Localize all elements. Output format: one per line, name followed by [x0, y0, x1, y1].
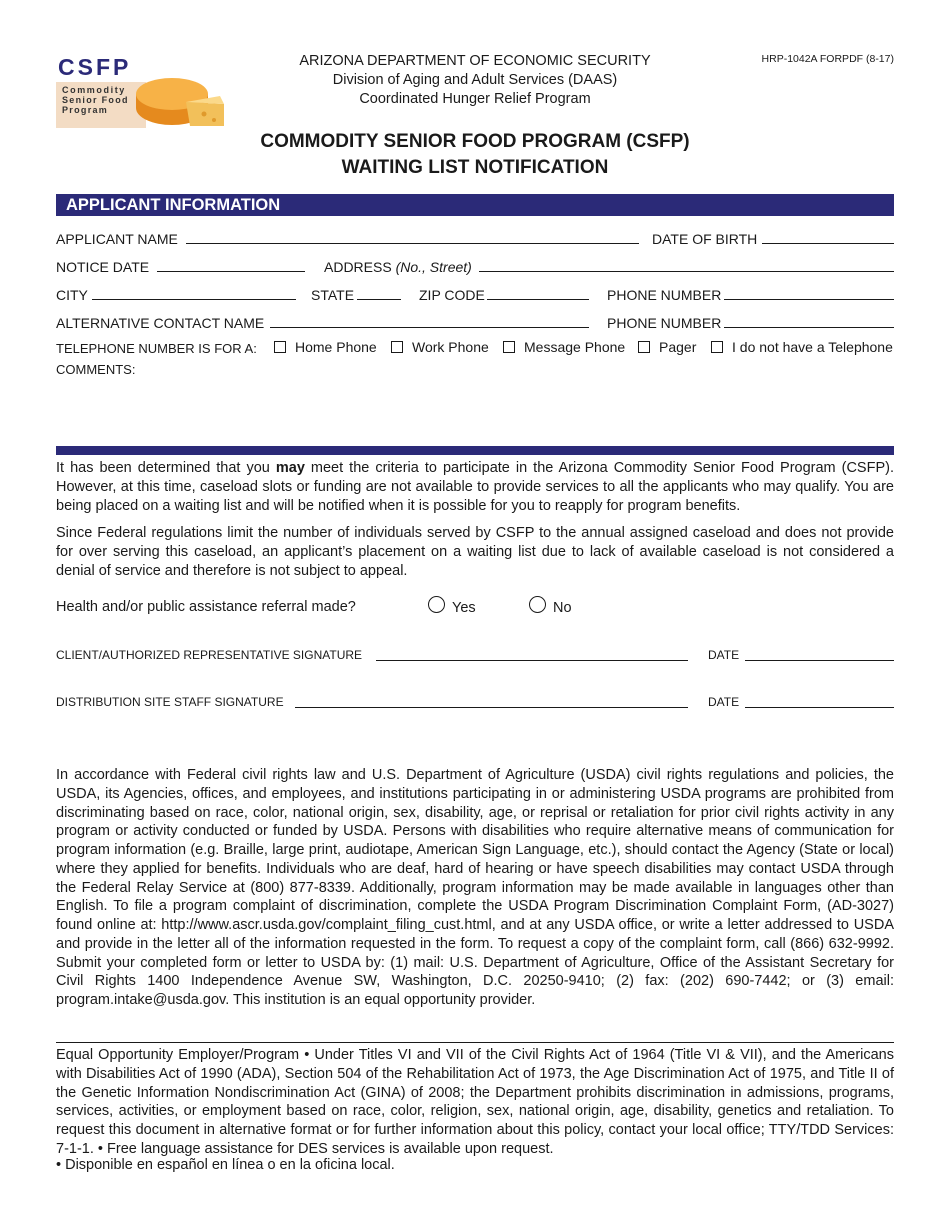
- date-of-birth-field[interactable]: [762, 243, 894, 244]
- alternative-contact-label: ALTERNATIVE CONTACT NAME: [56, 315, 265, 331]
- city-field[interactable]: [92, 299, 296, 300]
- footer-eeo-text: Equal Opportunity Employer/Program • Under Titles VI and VII of the Civil Rights Act of 1964 (Title VI & VII), and the Americans with Disabilities Act of 1990 (ADA), Section 504 of the Rehabilitation Act of 1973, the Age Discrimination Act of 1975, and Title II of the Genetic Information Nondiscrimination Act (GINA) of 2008; the Department prohibits discrimination in admissions, programs, services, activities, or employment based on race, color, religion, sex, national origin, age, disability, genetics and retaliation. To request this document in alternative format or for further information about this policy, contact your local office; TTY/TDD Services: 7-1-1. • Free language assistance for DES services is available upon request.: [56, 1047, 894, 1157]
- notice-date-field[interactable]: [157, 271, 305, 272]
- program-name: Coordinated Hunger Relief Program: [359, 91, 591, 107]
- client-signature-label: CLIENT/AUTHORIZED REPRESENTATIVE SIGNATURE: [56, 648, 363, 662]
- work-phone-checkbox[interactable]: [391, 341, 403, 353]
- applicant-name-field[interactable]: [186, 243, 639, 244]
- form-title-line-2: WAITING LIST NOTIFICATION: [341, 157, 609, 178]
- form-title-line-1: COMMODITY SENIOR FOOD PROGRAM (CSFP): [260, 131, 690, 152]
- client-signature-field[interactable]: [376, 660, 688, 661]
- staff-date-label: DATE: [708, 695, 740, 709]
- eligibility-text-end: meet the criteria to participate in the Arizona Commodity Senior Food Program (CSFP). However, at this time, caseload slots or funding are not available to provide services to all the applicants who may qualify. You are being placed on a waiting list and will be notified when it is possible for you to reapply for program benefits.: [56, 460, 894, 514]
- phone-option-none[interactable]: [711, 339, 893, 355]
- state-label: STATE: [311, 287, 355, 303]
- eligibility-text-start: It has been determined that you: [56, 460, 276, 476]
- section-header-title: APPLICANT INFORMATION: [66, 196, 281, 214]
- address-field[interactable]: [479, 271, 894, 272]
- referral-yes-radio[interactable]: [428, 596, 445, 613]
- message-phone-checkbox[interactable]: [503, 341, 515, 353]
- address-label: [324, 259, 472, 275]
- client-date-field[interactable]: [745, 660, 894, 661]
- no-telephone-label: I do not have a Telephone: [732, 339, 893, 355]
- agency-name: ARIZONA DEPARTMENT OF ECONOMIC SECURITY: [299, 53, 651, 69]
- eligibility-paragraph: [56, 459, 894, 515]
- referral-no-option[interactable]: [529, 596, 572, 616]
- zip-code-label: ZIP CODE: [419, 287, 485, 303]
- pager-checkbox[interactable]: [638, 341, 650, 353]
- phone-option-pager[interactable]: [638, 339, 696, 355]
- form-number: HRP-1042A FORPDF (8-17): [761, 53, 894, 65]
- phone-number-label: PHONE NUMBER: [607, 287, 722, 303]
- staff-signature-field[interactable]: [295, 707, 688, 708]
- footer-divider: [56, 1042, 894, 1043]
- pager-label: Pager: [659, 339, 697, 355]
- regulation-paragraph: Since Federal regulations limit the number of individuals served by CSFP to the annual assigned caseload and does not provide for over serving this caseload, an applicant’s placement on a waiting list due to lack of available caseload is not considered a denial of service and therefore is not subject to appeal.: [56, 525, 894, 579]
- message-phone-label: Message Phone: [524, 339, 626, 355]
- phone-option-home[interactable]: [274, 339, 377, 355]
- logo-line-2: Senior Food: [62, 95, 129, 105]
- staff-signature-label: DISTRIBUTION SITE STAFF SIGNATURE: [56, 695, 284, 709]
- address-hint: (No., Street): [395, 259, 472, 275]
- alternative-contact-field[interactable]: [270, 327, 589, 328]
- date-of-birth-label: DATE OF BIRTH: [652, 231, 758, 247]
- section-header-bar: [56, 194, 894, 216]
- logo-line-1: Commodity: [62, 85, 126, 95]
- referral-no-radio[interactable]: [529, 596, 546, 613]
- referral-yes-option[interactable]: [428, 596, 476, 616]
- comments-area[interactable]: [56, 380, 894, 440]
- work-phone-label: Work Phone: [412, 339, 489, 355]
- referral-yes-label: Yes: [452, 600, 476, 616]
- applicant-name-label: APPLICANT NAME: [56, 231, 178, 247]
- alt-phone-number-label: PHONE NUMBER: [607, 315, 722, 331]
- comments-label: COMMENTS:: [56, 362, 136, 377]
- client-date-label: DATE: [708, 648, 740, 662]
- division-name: Division of Aging and Adult Services (DAAS): [332, 72, 618, 88]
- referral-question: Health and/or public assistance referral made?: [56, 599, 356, 615]
- phone-option-message[interactable]: [503, 339, 625, 355]
- footer-spanish-text: • Disponible en español en línea o en la oficina local.: [56, 1157, 395, 1173]
- alt-phone-number-field[interactable]: [724, 327, 894, 328]
- logo-line-3: Program: [62, 105, 109, 115]
- phone-number-field[interactable]: [724, 299, 894, 300]
- staff-date-field[interactable]: [745, 707, 894, 708]
- referral-no-label: No: [553, 600, 572, 616]
- phone-option-work[interactable]: [391, 339, 489, 355]
- civil-rights-statement: In accordance with Federal civil rights law and U.S. Department of Agriculture (USDA) civil rights regulations and policies, the USDA, its Agencies, offices, and employees, and institutions participating in or administering USDA programs are prohibited from discriminating based on race, color, national origin, sex, disability, age, or reprisal or retaliation for prior civil rights activity in any program or activity conducted or funded by USDA. Persons with disabilities who require alternative means of communication for program information (e.g. Braille, large print, audiotape, American Sign Language, etc.), should contact the Agency (State or local) where they applied for benefits. Individuals who are deaf, hard of hearing or have speech disabilities may contact USDA through the Federal Relay Service at (800) 877-8339. Additionally, program information may be made available in languages other than English. To file a program complaint of discrimination, complete the USDA Program Discrimination Complaint Form, (AD-3027) found online at: http://www.ascr.usda.gov/complaint_filing_cust.html, and at any USDA office, or write a letter addressed to USDA and provide in the letter all of the information requested in the form. To request a copy of the complaint form, call (866) 632-9992. Submit your completed form or letter to USDA by: (1) mail: U.S. Department of Agriculture, Office of the Assistant Secretary for Civil Rights 1400 Independence Avenue SW, Washington, D.C. 20250-9410; (2) fax: (202) 690-7442; or (3) email: program.intake@usda.gov. This institution is an equal opportunity provider.: [56, 767, 894, 1008]
- eligibility-text-bold: may: [275, 460, 305, 476]
- city-label: CITY: [56, 287, 88, 303]
- home-phone-label: Home Phone: [295, 339, 377, 355]
- no-telephone-checkbox[interactable]: [711, 341, 723, 353]
- phone-type-label: TELEPHONE NUMBER IS FOR A:: [56, 341, 257, 356]
- zip-code-field[interactable]: [487, 299, 589, 300]
- section-divider-bar: [56, 446, 894, 455]
- notice-date-label: NOTICE DATE: [56, 259, 150, 275]
- state-field[interactable]: [357, 299, 401, 300]
- logo-acronym: CSFP: [58, 54, 132, 80]
- address-label-text: ADDRESS: [324, 259, 392, 275]
- home-phone-checkbox[interactable]: [274, 341, 286, 353]
